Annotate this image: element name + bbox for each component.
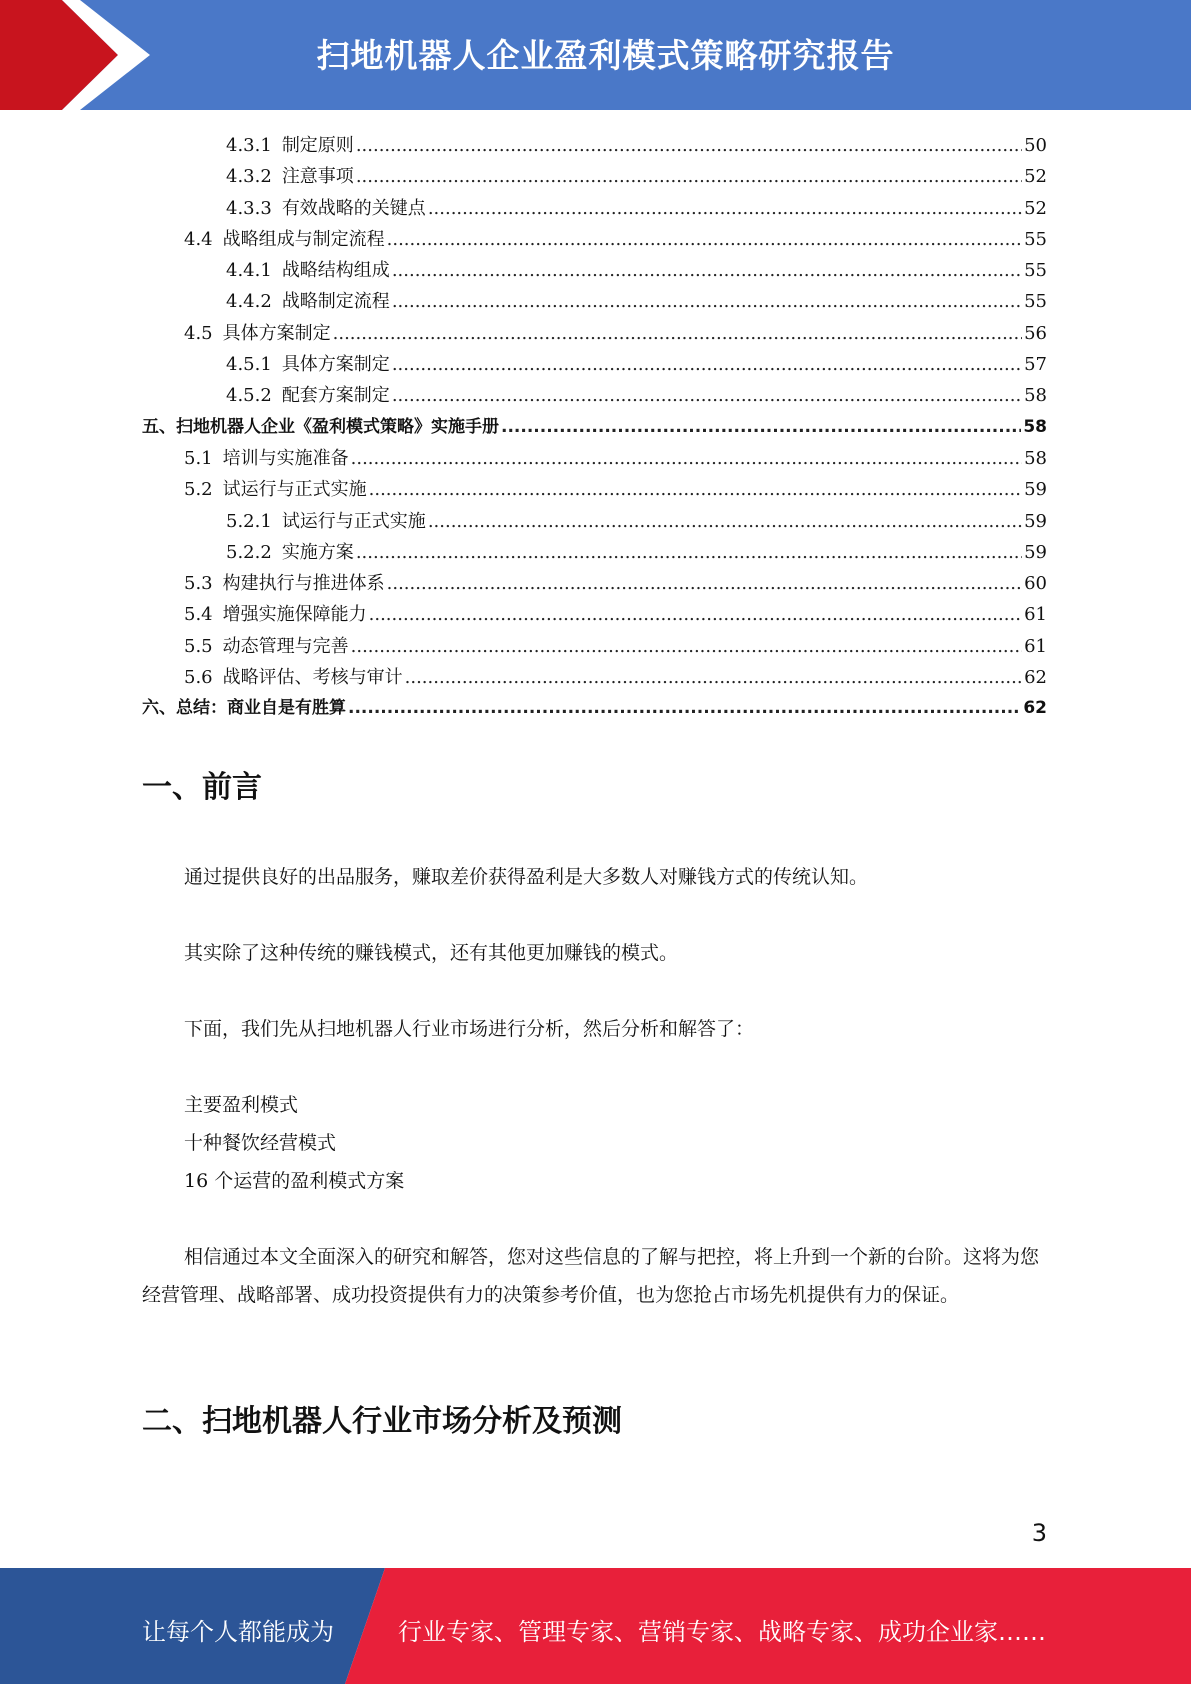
toc-entry-number: 5.6 [184,667,213,689]
toc-entry-label: 试运行与正式实施 [281,510,426,532]
toc-entry-label: 增强实施保障能力 [222,604,367,626]
toc-entry-page: 52 [1024,197,1047,219]
toc-leader-dots [351,443,1022,474]
toc-entry-page: 55 [1024,228,1047,250]
toc-leader-dots [369,474,1022,505]
toc-entry-label: 构建执行与推进体系 [222,573,385,595]
toc-entry-label: 配套方案制定 [281,385,390,407]
toc-entry[interactable] [142,537,1047,568]
toc-entry[interactable] [142,506,1047,537]
toc-entry-label: 实施方案 [281,541,354,563]
toc-entry-number: 5.2 [184,479,213,501]
toc-entry-number: 4.4 [184,228,213,250]
toc-entry[interactable] [142,161,1047,192]
toc-leader-dots [333,318,1022,349]
toc-entry[interactable] [142,599,1047,630]
toc-leader-dots [501,412,1021,443]
report-title: 扫地机器人企业盈利模式策略研究报告 [316,36,895,75]
toc-entry-number: 5.2.2 [226,541,272,563]
toc-entry[interactable] [142,662,1047,693]
toc-leader-dots [348,693,1021,724]
toc-leader-dots [351,631,1022,662]
toc-entry[interactable] [142,286,1047,317]
toc-entry-number: 4.5 [184,322,213,344]
toc-entry-number: 5.4 [184,604,213,626]
paragraph: 相信通过本文全面深入的研究和解答，您对这些信息的了解与把控，将上升到一个新的台阶。这将为您经营管理、战略部署、成功投资提供有力的决策参考价值，也为您抢占市场先机提供有力的保证。 [142,1246,1040,1306]
toc-entry-label: 战略结构组成 [281,260,390,282]
toc-entry-label: 试运行与正式实施 [222,479,367,501]
toc-leader-dots [392,349,1022,380]
toc-entry[interactable] [142,193,1047,224]
toc-entry[interactable] [142,631,1047,662]
toc-leader-dots [356,130,1022,161]
list-item: 主要盈利模式 [184,1094,299,1116]
toc-entry-label: 注意事项 [281,166,354,188]
paragraph: 下面，我们先从扫地机器人行业市场进行分析，然后分析和解答了： [184,1018,755,1040]
toc-entry[interactable] [142,380,1047,411]
toc-leader-dots [392,286,1022,317]
toc-entry-label: 培训与实施准备 [222,447,349,469]
toc-entry-label: 五、扫地机器人企业《盈利模式策略》实施手册 [142,416,499,437]
toc-entry-number: 5.5 [184,635,213,657]
toc-entry[interactable] [142,474,1047,505]
page-header [0,0,1191,110]
toc-entry-label: 六、总结：商业自是有胜算 [142,698,346,719]
toc-entry[interactable] [142,568,1047,599]
toc-entry[interactable] [142,130,1047,161]
toc-entry-number: 5.3 [184,573,213,595]
list-item: 十种餐饮经营模式 [184,1132,337,1154]
toc-entry-number: 4.4.1 [226,260,272,282]
toc-entry-page: 55 [1024,291,1047,313]
toc-entry-label: 战略评估、考核与审计 [222,667,403,689]
toc-entry-page: 61 [1024,604,1047,626]
toc-leader-dots [387,568,1022,599]
toc-entry-label: 制定原则 [281,135,354,156]
toc-entry[interactable] [142,255,1047,286]
toc-entry-page: 60 [1024,573,1047,595]
toc-leader-dots [387,224,1022,255]
toc-entry-number: 4.3.3 [226,197,272,219]
toc-entry-page: 55 [1024,260,1047,282]
toc-leader-dots [428,506,1022,537]
paragraph: 通过提供良好的出品服务，赚取差价获得盈利是大多数人对赚钱方式的传统认知。 [184,866,869,888]
list-item: 16 个运营的盈利模式方案 [184,1170,405,1192]
toc-leader-dots [392,255,1022,286]
footer-slogan-right: 行业专家、管理专家、营销专家、战略专家、成功企业家…… [398,1618,1046,1646]
toc-entry-number: 4.5.1 [226,354,272,376]
section-heading-preface: 一、前言 [142,770,262,805]
toc-entry-page: 59 [1024,510,1047,532]
section-heading-market-analysis: 二、扫地机器人行业市场分析及预测 [142,1404,622,1439]
toc-entry-page: 50 [1024,135,1047,156]
toc-entry[interactable] [142,349,1047,380]
toc-entry-page: 58 [1024,447,1047,469]
toc-entry-page: 62 [1023,698,1047,719]
toc-leader-dots [369,599,1022,630]
page-number: 3 [1031,1519,1047,1547]
page-footer [0,1568,1191,1684]
toc-entry-page: 57 [1024,354,1047,376]
toc-entry-label: 具体方案制定 [222,322,331,344]
toc-entry-label: 战略组成与制定流程 [222,228,385,250]
toc-entry[interactable] [142,693,1047,724]
toc-entry-label: 具体方案制定 [281,354,390,376]
toc-entry[interactable] [142,443,1047,474]
toc-entry-number: 4.3.2 [226,166,272,188]
toc-entry-label: 有效战略的关键点 [281,197,426,219]
toc-entry[interactable] [142,224,1047,255]
toc-leader-dots [392,380,1022,411]
toc-entry-page: 62 [1024,667,1047,689]
toc-entry[interactable] [142,412,1047,443]
toc-entry-page: 58 [1023,416,1047,437]
toc-entry-page: 58 [1024,385,1047,407]
toc-entry[interactable] [142,318,1047,349]
toc-entry-page: 59 [1024,541,1047,563]
toc-entry-number: 4.4.2 [226,291,272,313]
toc-entry-number: 4.5.2 [226,385,272,407]
toc-entry-page: 59 [1024,479,1047,501]
toc-entry-page: 52 [1024,166,1047,188]
toc-leader-dots [405,662,1022,693]
toc-entry-label: 动态管理与完善 [222,635,349,657]
profit-model-list [184,1086,404,1200]
footer-slogan-left: 让每个人都能成为 [142,1618,334,1646]
toc-entry-page: 56 [1024,322,1047,344]
toc-leader-dots [356,537,1022,568]
toc-entry-label: 战略制定流程 [281,291,390,313]
table-of-contents [142,130,1047,725]
toc-entry-number: 5.1 [184,447,213,469]
toc-entry-number: 5.2.1 [226,510,272,532]
toc-entry-number: 4.3.1 [226,135,272,156]
toc-entry-page: 61 [1024,635,1047,657]
toc-leader-dots [428,193,1022,224]
toc-leader-dots [356,161,1022,192]
paragraph: 其实除了这种传统的赚钱模式，还有其他更加赚钱的模式。 [184,942,679,964]
